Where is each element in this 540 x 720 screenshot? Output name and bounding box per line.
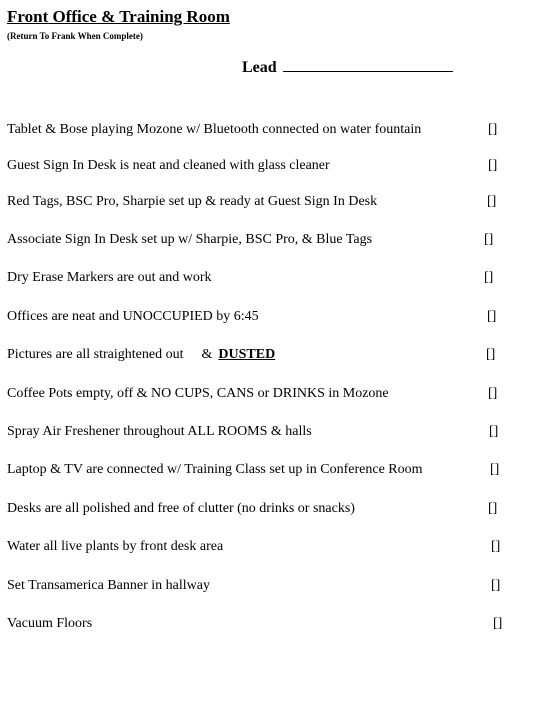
checklist-item-ampersand: &	[201, 347, 213, 362]
checklist-item-text: Vacuum Floors	[7, 616, 93, 631]
checklist-item-text: Spray Air Freshener throughout ALL ROOMS & halls	[7, 424, 312, 439]
checklist-item-text: Desks are all polished and free of clutter (no drinks or snacks)	[7, 501, 355, 516]
checklist-item-text: Dry Erase Markers are out and work	[7, 270, 212, 285]
checkbox-5[interactable]: []	[484, 270, 494, 285]
lead-signature-line[interactable]	[283, 56, 453, 72]
checkbox-8[interactable]: []	[488, 386, 498, 401]
checkbox-9[interactable]: []	[489, 424, 499, 439]
checklist-item-text: Associate Sign In Desk set up w/ Sharpie, BSC Pro, & Blue Tags	[7, 232, 373, 247]
checklist-item-14	[7, 615, 92, 633]
checklist-item-text: Set Transamerica Banner in hallway	[7, 578, 210, 593]
checklist-item-5	[7, 269, 211, 287]
checklist-item-8	[7, 385, 389, 403]
checklist-item-text: Red Tags, BSC Pro, Sharpie set up & ready at Guest Sign In Desk	[7, 194, 378, 209]
lead-label: Lead	[242, 59, 277, 76]
checklist-item-9	[7, 423, 312, 441]
checklist-item-text: Pictures are all straightened out	[7, 347, 184, 362]
checklist-item-3	[7, 193, 377, 211]
checklist-item-1	[7, 121, 421, 139]
checkbox-10[interactable]: []	[490, 462, 500, 477]
checkbox-1[interactable]: []	[488, 122, 498, 137]
checklist-item-10	[7, 461, 423, 479]
lead-field	[242, 56, 453, 78]
checkbox-2[interactable]: []	[488, 158, 498, 173]
checklist-item-11	[7, 500, 355, 518]
checklist-item-text: Water all live plants by front desk area	[7, 539, 224, 554]
checklist-item-7	[7, 346, 275, 364]
checklist-item-13	[7, 577, 210, 595]
checkbox-7[interactable]: []	[486, 347, 496, 362]
checkbox-6[interactable]: []	[487, 309, 497, 324]
checklist-item-6	[7, 308, 259, 326]
checklist-item-12	[7, 538, 223, 556]
checkbox-4[interactable]: []	[484, 232, 494, 247]
checklist-item-4	[7, 231, 372, 249]
page-subtitle: (Return To Frank When Complete)	[7, 31, 143, 41]
checkbox-14[interactable]: []	[493, 616, 503, 631]
checklist-item-text: Guest Sign In Desk is neat and cleaned with glass cleaner	[7, 158, 330, 173]
checklist-item-text: Laptop & TV are connected w/ Training Class set up in Conference Room	[7, 462, 423, 477]
checkbox-12[interactable]: []	[491, 539, 501, 554]
checklist-item-emphasis: DUSTED	[218, 347, 276, 362]
checkbox-13[interactable]: []	[491, 578, 501, 593]
page-title: Front Office & Training Room	[7, 7, 230, 26]
checkbox-11[interactable]: []	[488, 501, 498, 516]
checklist-item-text: Coffee Pots empty, off & NO CUPS, CANS or DRINKS in Mozone	[7, 386, 389, 401]
checklist-item-text: Tablet & Bose playing Mozone w/ Bluetooth connected on water fountain	[7, 122, 422, 137]
checkbox-3[interactable]: []	[487, 194, 497, 209]
checklist-item-text: Offices are neat and UNOCCUPIED by 6:45	[7, 309, 259, 324]
checklist-item-2	[7, 157, 330, 175]
